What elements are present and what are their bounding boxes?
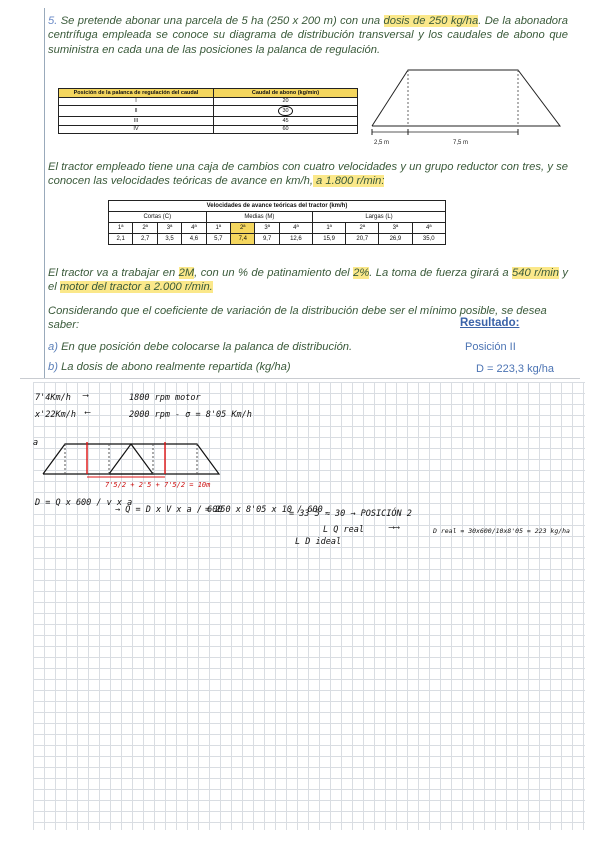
distribution-diagram: [368, 64, 568, 154]
note-line-2b: 2000 rpm - σ = 8'05 Km/h: [129, 410, 252, 420]
problem-statement: 5. Se pretende abonar una parcela de 5 ha (250 x 200 m) con una dosis de 250 kg/ha. De la abonadora centrífuga empleada se conoce su diagrama de distribución transversal y los caudales de abono que suministra en cada una de las posiciones la palanca de regulación.: [48, 15, 568, 56]
table-cell: III: [59, 117, 214, 126]
flow-table-header-flow: Caudal de abono (kg/min): [214, 89, 358, 98]
speed-cell: 2,7: [133, 234, 157, 245]
note-line-1b: 1800 rpm motor: [129, 393, 201, 403]
gear-cell: 1ª: [206, 223, 230, 234]
dim-label-left: 2,5 m: [374, 140, 390, 146]
speed-cell: 35,0: [412, 234, 445, 245]
gear-cell: 4ª: [182, 223, 206, 234]
speed-table-title: Velocidades de avance teóricas del tractor (km/h): [109, 201, 446, 212]
left-margin-line: [44, 8, 45, 378]
arrow-left: ⟵: [85, 408, 91, 418]
gear-cell: 2ª: [133, 223, 157, 234]
gear-cell: 1ª: [313, 223, 346, 234]
gear-cell: 2ª: [346, 223, 379, 234]
table-cell: [214, 106, 358, 117]
speed-cell: 9,7: [255, 234, 279, 245]
gear-highlight: 2M: [178, 267, 195, 279]
gear-cell: 3ª: [379, 223, 412, 234]
dose-highlight: dosis de 250 kg/ha: [383, 15, 479, 27]
rpm-highlight: a 1.800 r/min:: [312, 175, 385, 188]
speed-cell: 7,4: [231, 234, 255, 245]
flow-table: [58, 88, 358, 134]
trapezoid-right: [109, 444, 219, 474]
work-paragraph: El tractor va a trabajar en 2M, con un % de patinamiento del 2%. La toma de fuerza girará a 540 r/min y el motor del tractor a 2.000 r/min.: [48, 267, 569, 294]
gear-cell: 3ª: [255, 223, 279, 234]
question-b: b) La dosis de abono realmente repartida (kg/ha): [48, 361, 291, 373]
question-a: a) En que posición debe colocarse la palanca de distribución.: [48, 341, 353, 353]
problem-section: [44, 8, 574, 378]
speed-cell: 15,9: [313, 234, 346, 245]
table-cell: 45: [214, 117, 358, 126]
dim-label-right: 7,5 m: [453, 140, 469, 146]
circled-value: 30: [278, 106, 292, 116]
note-line-1a: 7'4Km/h: [35, 393, 71, 403]
answer-a: Posición II: [465, 341, 516, 353]
speed-cell: 2,1: [109, 234, 133, 245]
speed-cell: 5,7: [206, 234, 230, 245]
formula-7: D real = 30x600/10x8'05 = 223 kg/ha: [433, 527, 570, 535]
trapezoid-left: [43, 444, 153, 474]
table-cell: IV: [59, 125, 214, 134]
gear-cell: 1ª: [109, 223, 133, 234]
overlap-diagram: [41, 440, 221, 480]
table-cell: 60: [214, 125, 358, 134]
consider-paragraph: Considerando que el coeficiente de variación de la distribución debe ser el mínimo posible, se desea saber:: [48, 305, 547, 332]
slip-highlight: 2%: [353, 267, 370, 279]
formula-6: L D ideal: [295, 537, 342, 547]
speed-cell: 26,9: [379, 234, 412, 245]
gear-cell: 4ª: [412, 223, 445, 234]
question-a-label: a): [48, 341, 58, 353]
gear-cell: 4ª: [279, 223, 312, 234]
group-largas: Largas (L): [313, 212, 446, 223]
gear-cell: 3ª: [157, 223, 181, 234]
gear-cell: 2ª: [231, 223, 255, 234]
arrow-right: ⟶: [83, 391, 89, 401]
flow-table-header-position: Posición de la palanca de regulación del caudal: [59, 89, 214, 98]
section-divider: [20, 378, 580, 379]
table-cell: II: [59, 106, 214, 117]
speed-cell: 3,5: [157, 234, 181, 245]
table-cell: I: [59, 97, 214, 106]
formula-2: → Q = D x V x a / 600: [115, 505, 223, 515]
speed-table: [108, 200, 446, 245]
group-cortas: Cortas (C): [109, 212, 207, 223]
answer-b: D = 223,3 kg/ha: [476, 363, 554, 375]
speed-cell: 12,6: [279, 234, 312, 245]
speed-cell: 4,6: [182, 234, 206, 245]
formula-3: = 250 x 8'05 x 10 / 600: [205, 505, 323, 515]
group-medias: Medias (M): [206, 212, 312, 223]
note-line-2a: x'22Km/h: [35, 410, 76, 420]
trapezoid-outline: [372, 70, 560, 126]
problem-number: 5.: [48, 15, 58, 27]
formula-1: D = Q x 600 / v x a: [35, 498, 133, 508]
arrow-long: ⟶⟶: [389, 523, 400, 533]
pto-highlight: 540 r/min: [512, 267, 559, 279]
speed-cell: 20,7: [346, 234, 379, 245]
tractor-paragraph: El tractor empleado tiene una caja de cambios con cuatro velocidades y un grupo reductor con tres, y se conocen las velocidades teóricas de avance en km/h, a 1.800 r/min:: [48, 161, 568, 188]
result-title: Resultado:: [460, 317, 520, 329]
formula-4: = 33'5 ≈ 30 → POSICIÓN 2: [289, 509, 412, 519]
note-a-label: a: [33, 438, 39, 448]
handwritten-notes-area: [33, 382, 585, 830]
width-note: 7'5/2 + 2'5 + 7'5/2 = 10m: [105, 481, 211, 489]
table-cell: 20: [214, 97, 358, 106]
formula-5: L Q real: [323, 525, 364, 535]
question-b-label: b): [48, 361, 58, 373]
engine-highlight: motor del tractor a 2.000 r/min.: [59, 281, 213, 294]
